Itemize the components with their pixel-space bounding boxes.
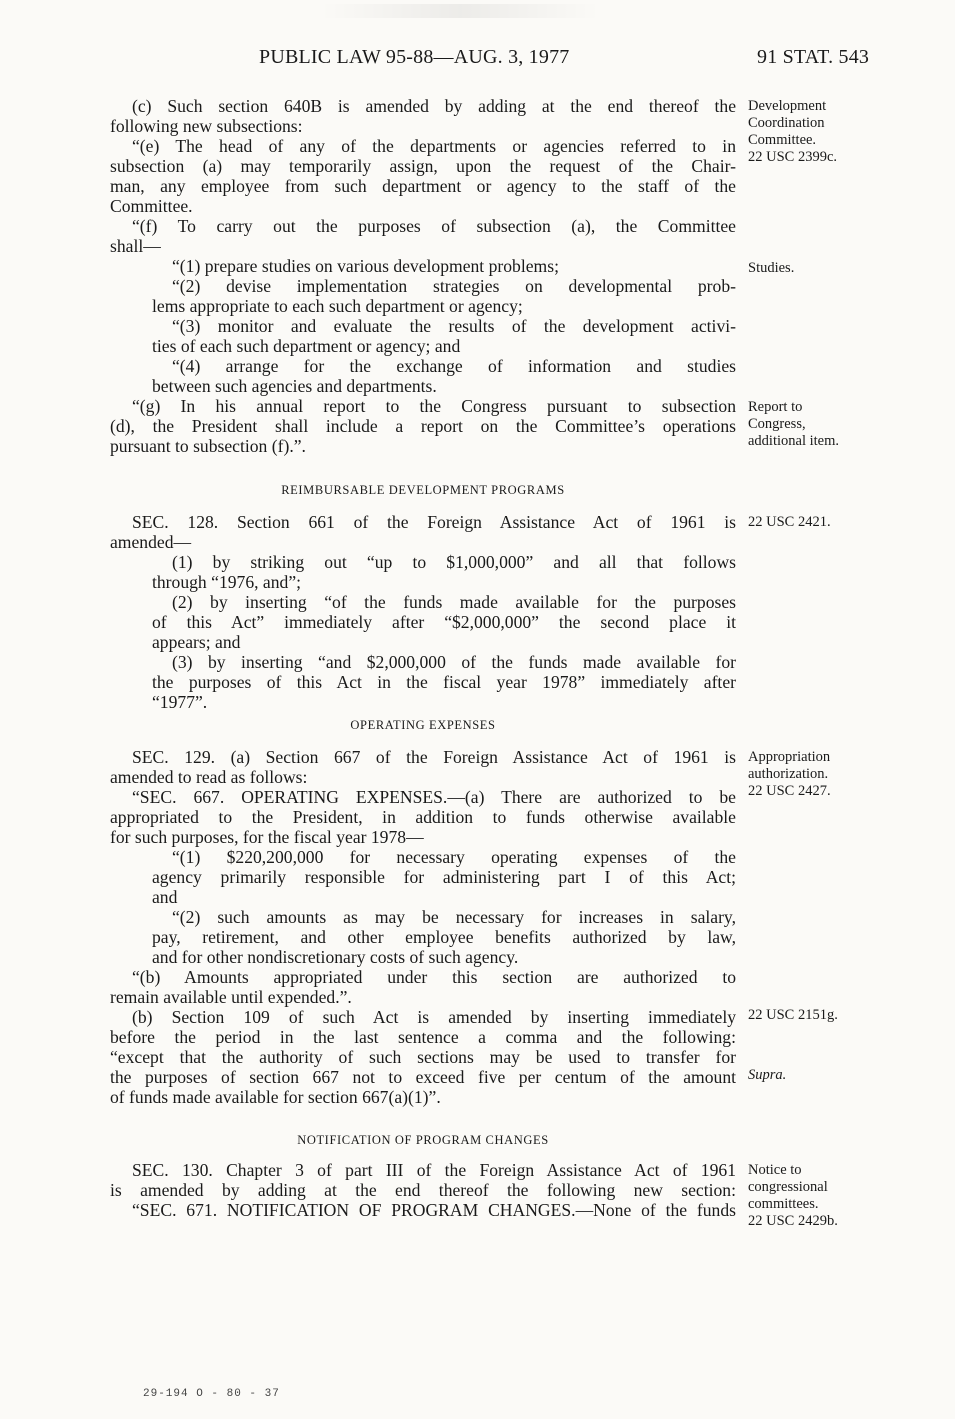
body-line: “SEC. 667. OPERATING EXPENSES.—(a) There are authorized to be xyxy=(132,787,736,807)
margin-line: Congress, xyxy=(748,416,806,432)
margin-note-usc-2151g xyxy=(748,1007,838,1024)
margin-line: 22 USC 2399c. xyxy=(748,149,838,165)
body-line: “1977”. xyxy=(152,692,208,712)
margin-line: Coordination xyxy=(748,115,825,131)
page-footer: 29-194 O - 80 - 37 xyxy=(143,1388,280,1400)
body-line: between such agencies and departments. xyxy=(152,376,437,396)
body-line: subsection (a) may temporarily assign, upon the request of the Chair- xyxy=(110,156,736,176)
body-line: agency primarily responsible for administering part I of this Act; xyxy=(152,867,736,887)
body-line: (d), the President shall include a report on the Committee’s operations xyxy=(110,416,736,436)
body-line: lems appropriate to each such department or agency; xyxy=(152,296,523,316)
margin-line: Committee. xyxy=(748,132,817,148)
body-line: “(2) such amounts as may be necessary for increases in salary, xyxy=(172,907,736,927)
body-line: shall— xyxy=(110,236,161,256)
body-line: “(f) To carry out the purposes of subsection (a), the Committee xyxy=(132,216,736,236)
body-line: and xyxy=(152,887,178,907)
margin-line: authorization. xyxy=(748,766,829,782)
margin-note-studies xyxy=(748,260,794,277)
body-line: SEC. 129. (a) Section 667 of the Foreign Assistance Act of 1961 is xyxy=(132,747,736,767)
body-line: SEC. 128. Section 661 of the Foreign Assistance Act of 1961 is xyxy=(132,512,736,532)
body-line: and for other nondiscretionary costs of such agency. xyxy=(152,947,519,967)
body-line: “except that the authority of such sections may be used to transfer for xyxy=(110,1047,736,1067)
body-line: appropriated to the President, in addition to funds otherwise available xyxy=(110,807,736,827)
body-line: (1) by striking out “up to $1,000,000” and all that follows xyxy=(172,552,736,572)
body-line: the purposes of this Act in the fiscal year 1978” immediately after xyxy=(152,672,736,692)
body-line: “(1) prepare studies on various development problems; xyxy=(172,256,559,276)
body-line: through “1976, and”; xyxy=(152,572,302,592)
body-line: (2) by inserting “of the funds made available for the purposes xyxy=(172,592,736,612)
section-heading: OPERATING EXPENSES xyxy=(350,718,496,732)
body-line: “(e) The head of any of the departments or agencies referred to in xyxy=(132,136,736,156)
section-heading: REIMBURSABLE DEVELOPMENT PROGRAMS xyxy=(281,483,565,497)
body-line: appears; and xyxy=(152,632,241,652)
margin-note-development xyxy=(748,98,837,166)
margin-line: Supra. xyxy=(748,1067,787,1083)
margin-note-usc-2421 xyxy=(748,514,831,531)
body-line: “(2) devise implementation strategies on developmental prob- xyxy=(172,276,736,296)
margin-note-supra xyxy=(748,1067,786,1084)
body-line: SEC. 130. Chapter 3 of part III of the Foreign Assistance Act of 1961 xyxy=(132,1160,736,1180)
body-line: is amended by adding at the end thereof the following new section: xyxy=(110,1180,736,1200)
margin-line: 22 USC 2427. xyxy=(748,783,831,799)
margin-line: Appropriation xyxy=(748,749,831,765)
margin-line: Report to xyxy=(748,399,803,415)
margin-line: congressional xyxy=(748,1179,828,1195)
body-line: the purposes of section 667 not to exceed five per centum of the amount xyxy=(110,1067,736,1087)
body-line: (c) Such section 640B is amended by adding at the end thereof the xyxy=(132,96,736,116)
page-header-stat: 91 STAT. 543 xyxy=(757,46,870,68)
body-line: ties of each such department or agency; and xyxy=(152,336,461,356)
body-line: “(1) $220,200,000 for necessary operating expenses of the xyxy=(172,847,736,867)
margin-note-notice xyxy=(748,1162,838,1230)
margin-line: 22 USC 2421. xyxy=(748,514,831,530)
body-line: before the period in the last sentence a comma and the following: xyxy=(110,1027,736,1047)
body-line: amended— xyxy=(110,532,192,552)
body-line: (b) Section 109 of such Act is amended by inserting immediately xyxy=(132,1007,736,1027)
body-line: “SEC. 671. NOTIFICATION OF PROGRAM CHANGES.—None of the funds xyxy=(132,1200,736,1220)
margin-note-appropriation xyxy=(748,749,831,800)
body-line: for such purposes, for the fiscal year 1978— xyxy=(110,827,424,847)
page-header-title: PUBLIC LAW 95-88—AUG. 3, 1977 xyxy=(259,46,570,68)
margin-line: 22 USC 2429b. xyxy=(748,1213,838,1229)
margin-line: Studies. xyxy=(748,260,795,276)
body-line: of this Act” immediately after “$2,000,000” the second place it xyxy=(152,612,736,632)
margin-line: additional item. xyxy=(748,433,840,449)
body-line: of funds made available for section 667(a)(1)”. xyxy=(110,1087,441,1107)
section-heading: NOTIFICATION OF PROGRAM CHANGES xyxy=(297,1133,549,1147)
margin-line: 22 USC 2151g. xyxy=(748,1007,838,1023)
body-line: “(3) monitor and evaluate the results of the development activi- xyxy=(172,316,736,336)
body-line: “(b) Amounts appropriated under this section are authorized to xyxy=(132,967,736,987)
margin-line: Notice to xyxy=(748,1162,802,1178)
margin-line: Development xyxy=(748,98,827,114)
margin-note-report xyxy=(748,399,839,450)
body-line: “(4) arrange for the exchange of information and studies xyxy=(172,356,736,376)
body-line: pursuant to subsection (f).”. xyxy=(110,436,306,456)
body-line: (3) by inserting “and $2,000,000 of the funds made available for xyxy=(172,652,736,672)
body-line: man, any employee from such department or agency to the staff of the xyxy=(110,176,736,196)
body-line: amended to read as follows: xyxy=(110,767,308,787)
margin-line: committees. xyxy=(748,1196,819,1212)
body-line: Committee. xyxy=(110,196,193,216)
body-line: pay, retirement, and other employee benefits authorized by law, xyxy=(152,927,736,947)
scan-artifact xyxy=(320,4,600,18)
body-line: remain available until expended.”. xyxy=(110,987,352,1007)
body-line: following new subsections: xyxy=(110,116,303,136)
body-line: “(g) In his annual report to the Congress pursuant to subsection xyxy=(132,396,736,416)
